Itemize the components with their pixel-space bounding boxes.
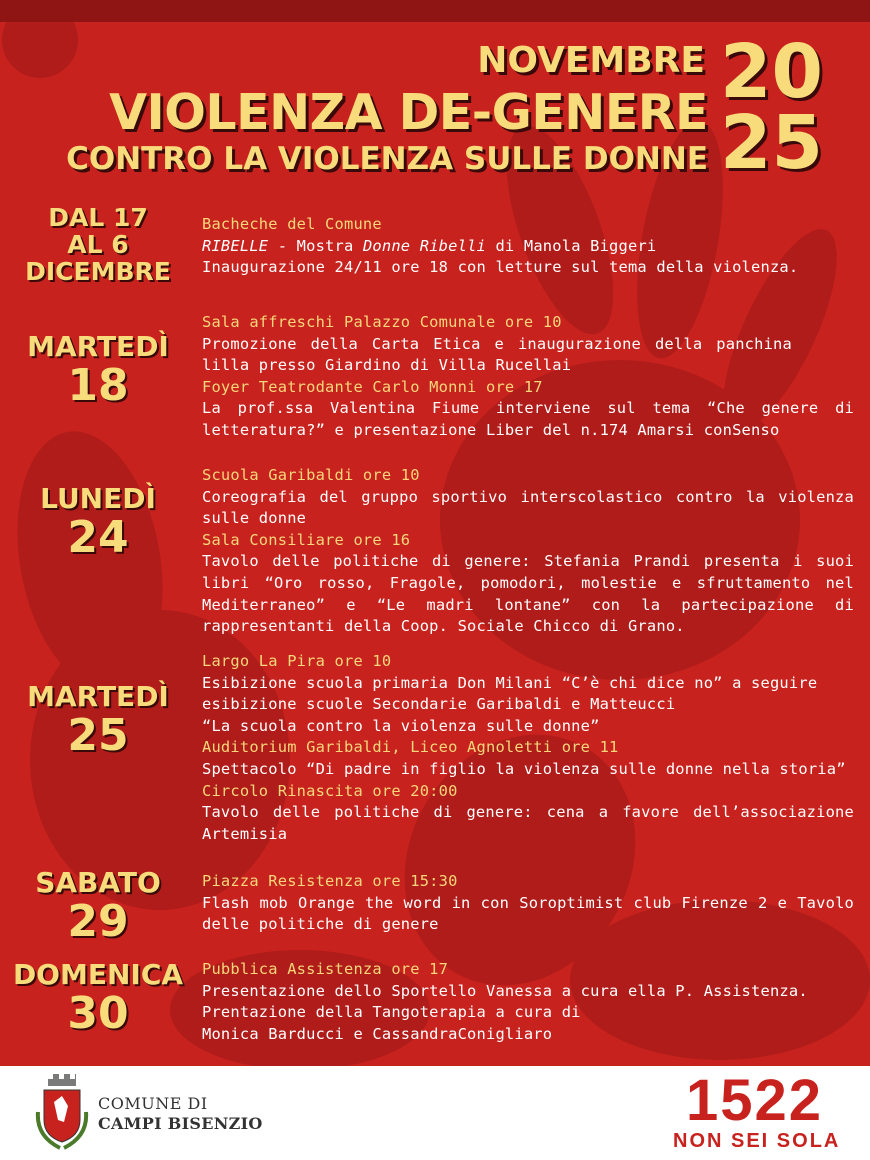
event-block xyxy=(202,871,854,936)
day-label xyxy=(0,868,196,946)
crest-icon xyxy=(34,1072,90,1152)
event-description: Coreografia del gruppo sportivo interscolastico contro la violenza sulle donne xyxy=(202,487,854,528)
date-line: AL 6 xyxy=(67,230,129,259)
event-description xyxy=(202,236,854,258)
header-subtitle: CONTRO LA VIOLENZA SULLE DONNE xyxy=(66,141,708,177)
top-bar xyxy=(0,0,870,22)
event-location: Pubblica Assistenza ore 17 xyxy=(202,960,449,978)
event-description-line: Prentazione della Tangoterapia a cura di xyxy=(202,1003,581,1022)
day-label xyxy=(0,960,196,1038)
helpline-number: 1522 xyxy=(686,1068,824,1133)
day-name: MARTEDÌ xyxy=(27,330,169,363)
event-location: Sala Consiliare ore 16 xyxy=(202,530,411,549)
comune-label: COMUNE DI xyxy=(98,1094,208,1113)
day-label xyxy=(0,332,196,410)
day-number: 18 xyxy=(67,360,129,412)
event-description: La prof.ssa Valentina Fiume interviene sul tema “Che genere di letteratura?” e presentazione Liber del n.174 Amarsi conSenso xyxy=(202,399,854,439)
helpline-text: NON SEI SOLA xyxy=(673,1130,841,1152)
event-description-line: Esibizione scuola primaria Don Milani “C’è chi dice no” a seguire xyxy=(202,673,818,692)
day-number: 24 xyxy=(67,512,129,564)
event-block xyxy=(202,651,854,845)
event-location: Piazza Resistenza ore 15:30 xyxy=(202,872,458,890)
event-location: Scuola Garibaldi ore 10 xyxy=(202,466,420,484)
date-line: DAL 17 xyxy=(48,203,148,232)
day-number: 25 xyxy=(67,710,129,762)
event-description: Tavolo delle politiche di genere: Stefania Prandi presenta i suoi libri “Oro rosso, Fragole, pomodori, molestie e sfruttamento nel Mediterraneo” e “Le madri lontane” con la partecipazione di rappresentanti della Coop. Sociale Chicco di Grano. xyxy=(202,552,854,636)
day-label xyxy=(0,484,196,562)
header-month: NOVEMBRE xyxy=(477,40,705,81)
comune-name: CAMPI BISENZIO xyxy=(98,1114,263,1133)
emphasis: RIBELLE xyxy=(202,236,269,255)
event-description-line: esibizione scuole Secondarie Garibaldi e Matteucci xyxy=(202,695,676,714)
header-title: VIOLENZA DE-GENERE xyxy=(109,84,708,141)
event-location: Bacheche del Comune xyxy=(202,215,382,233)
day-name: DOMENICA xyxy=(12,958,184,991)
text-part: di Manola Biggeri xyxy=(486,236,657,255)
event-description: Inaugurazione 24/11 ore 18 con letture sul tema della violenza. xyxy=(202,258,799,277)
date-range-label xyxy=(0,204,196,285)
event-description: Tavolo delle politiche di genere: cena a favore dell’associazione Artemisia xyxy=(202,803,854,843)
emphasis: Donne Ribelli xyxy=(362,236,486,255)
day-name: LUNEDÌ xyxy=(40,482,156,515)
day-number: 29 xyxy=(67,896,129,948)
event-location: Foyer Teatrodante Carlo Monni ore 17 xyxy=(202,377,543,396)
event-description: Flash mob Orange the word in con Soroptimist club Firenze 2 e Tavolo delle politiche di genere xyxy=(202,893,854,934)
event-description-line: Monica Barducci e CassandraConigliaro xyxy=(202,1024,553,1043)
event-block xyxy=(202,959,854,1045)
event-description-line: Presentazione dello Sportello Vanessa a cura ella P. Assistenza. xyxy=(202,981,808,1000)
event-location: Circolo Rinascita ore 20:00 xyxy=(202,781,458,800)
year-top: 20 xyxy=(720,29,823,115)
event-location: Largo La Pira ore 10 xyxy=(202,652,392,670)
year-bottom: 25 xyxy=(720,100,823,186)
event-description: Promozione della Carta Etica e inaugurazione della panchina lilla presso Giardino di Villa Rucellai xyxy=(202,334,792,375)
day-name: SABATO xyxy=(35,866,161,899)
event-block xyxy=(202,465,854,638)
event-location: Sala affreschi Palazzo Comunale ore 10 xyxy=(202,313,562,331)
day-number: 30 xyxy=(67,988,129,1040)
event-block xyxy=(202,312,854,442)
day-name: MARTEDÌ xyxy=(27,680,169,713)
event-block xyxy=(202,214,854,279)
event-description: Spettacolo “Di padre in figlio la violenza sulle donne nella storia” xyxy=(202,759,846,778)
event-description-line: “La scuola contro la violenza sulle donne” xyxy=(202,716,600,735)
day-label xyxy=(0,682,196,760)
event-location: Auditorium Garibaldi, Liceo Agnoletti ore 11 xyxy=(202,738,619,757)
date-line: DICEMBRE xyxy=(25,257,171,286)
text-part: - Mostra xyxy=(268,236,363,255)
